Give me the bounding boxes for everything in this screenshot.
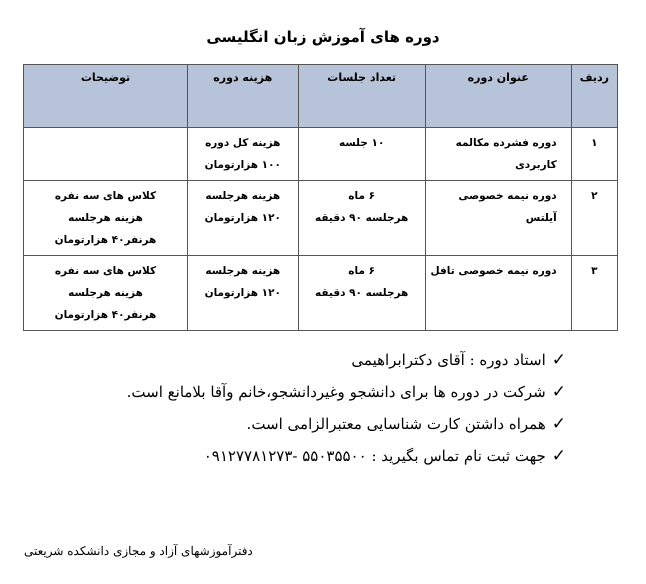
bullet-eligibility <box>46 376 566 408</box>
check-icon: ✓ <box>551 414 566 434</box>
footer-office-name: دفترآموزشهای آزاد و مجازی دانشکده شریعتی <box>24 544 253 558</box>
cell-sessions <box>298 256 425 331</box>
bullet-text: شرکت در دوره ها برای دانشجو وغیردانشجو،خانم وآقا بلامانع است. <box>126 383 546 401</box>
notes-line: هزینه هرجلسه <box>68 287 143 299</box>
bullet-text: استاد دوره : آقای دکترابراهیمی <box>351 351 546 369</box>
cell-sessions <box>298 128 425 181</box>
check-icon: ✓ <box>551 382 566 402</box>
notes-line: هرنفر۴۰ هزارتومان <box>54 234 157 246</box>
cell-row-number: ۱ <box>571 128 617 181</box>
header-row-number: ردیف <box>571 65 617 128</box>
cell-notes <box>24 128 188 181</box>
notes-line: کلاس های سه نفره <box>54 190 157 202</box>
cell-cost <box>187 128 298 181</box>
info-bullet-list <box>46 344 566 472</box>
table-row <box>24 128 618 181</box>
header-notes: توضیحات <box>24 65 188 128</box>
notes-line: کلاس های سه نفره <box>54 265 157 277</box>
sessions-line: هرجلسه ۹۰ دقیقه <box>314 212 409 224</box>
sessions-line: ۶ ماه <box>348 190 376 202</box>
table-row <box>24 256 618 331</box>
cost-line: ۱۲۰ هزارتومان <box>204 287 281 299</box>
cell-sessions <box>298 181 425 256</box>
table-header-row <box>24 65 618 128</box>
cell-cost <box>187 256 298 331</box>
bullet-text: جهت ثبت نام تماس بگیرید : ۵۵۰۳۵۵۰۰ -۰۹۱۲۷۷۸۱۲۷۳ <box>203 447 546 465</box>
bullet-contact <box>46 440 566 472</box>
cost-line: هزینه هرجلسه <box>205 190 281 202</box>
sessions-line: هرجلسه ۹۰ دقیقه <box>314 287 409 299</box>
notes-line: هزینه هرجلسه <box>68 212 143 224</box>
table-row <box>24 181 618 256</box>
header-sessions: تعداد جلسات <box>298 65 425 128</box>
cell-cost <box>187 181 298 256</box>
bullet-instructor <box>46 344 566 376</box>
cell-course-title: دوره نیمه خصوصی تافل <box>425 256 571 331</box>
cell-notes <box>24 181 188 256</box>
check-icon: ✓ <box>551 446 566 466</box>
cell-course-title: دوره نیمه خصوصی آیلتس <box>425 181 571 256</box>
courses-table <box>23 64 618 331</box>
header-course-title: عنوان دوره <box>425 65 571 128</box>
bullet-text: همراه داشتن کارت شناسایی معتبرالزامی است. <box>246 415 546 433</box>
cell-course-title: دوره فشرده مکالمه کاربردی <box>425 128 571 181</box>
sessions-line: ۶ ماه <box>348 265 376 277</box>
cost-line: ۱۲۰ هزارتومان <box>204 212 281 224</box>
cell-notes <box>24 256 188 331</box>
cost-line: هزینه کل دوره <box>205 137 281 149</box>
cell-row-number: ۲ <box>571 181 617 256</box>
check-icon: ✓ <box>551 350 566 370</box>
document-title: دوره های آموزش زبان انگلیسی <box>206 28 440 46</box>
cost-line: ۱۰۰ هزارتومان <box>204 159 281 171</box>
cell-row-number: ۳ <box>571 256 617 331</box>
notes-line: هرنفر۴۰ هزارتومان <box>54 309 157 321</box>
header-cost: هزینه دوره <box>187 65 298 128</box>
bullet-id-card <box>46 408 566 440</box>
sessions-line: ۱۰ جلسه <box>338 137 385 149</box>
cost-line: هزینه هرجلسه <box>205 265 281 277</box>
